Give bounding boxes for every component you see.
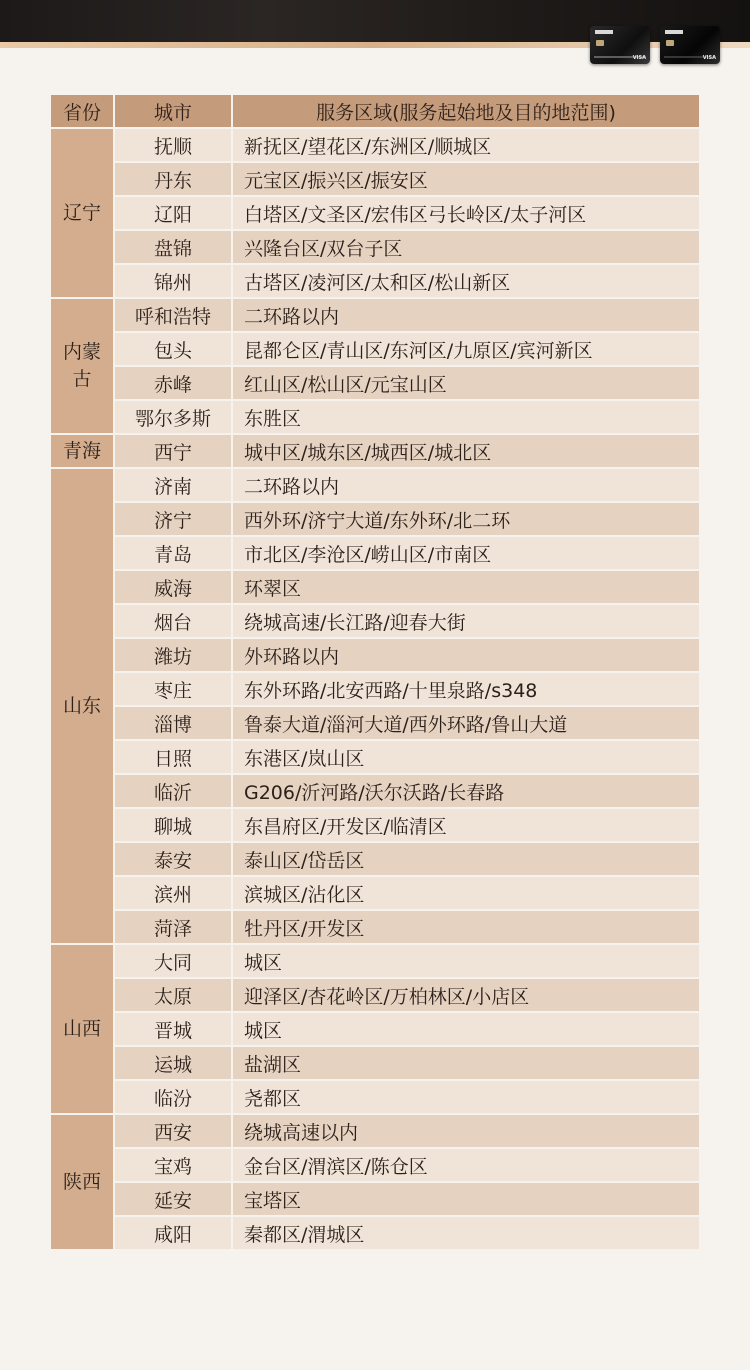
table-row — [51, 672, 699, 706]
city-cell: 潍坊 — [114, 638, 232, 672]
service-region-cell: 东港区/岚山区 — [232, 740, 699, 774]
province-cell: 山东 — [51, 468, 114, 944]
city-cell: 烟台 — [114, 604, 232, 638]
table-row — [51, 1046, 699, 1080]
service-region-cell: 鲁泰大道/淄河大道/西外环路/鲁山大道 — [232, 706, 699, 740]
city-cell: 运城 — [114, 1046, 232, 1080]
city-cell: 青岛 — [114, 536, 232, 570]
table-row — [51, 434, 699, 468]
table-row — [51, 876, 699, 910]
card-chip-icon — [596, 40, 604, 46]
province-cell: 辽宁 — [51, 128, 114, 298]
city-cell: 淄博 — [114, 706, 232, 740]
header-province: 省份 — [51, 95, 114, 128]
table-row — [51, 740, 699, 774]
service-region-cell: 外环路以内 — [232, 638, 699, 672]
bank-logo-icon — [665, 30, 683, 34]
service-region-cell: 环翠区 — [232, 570, 699, 604]
service-region-cell: 古塔区/凌河区/太和区/松山新区 — [232, 264, 699, 298]
service-region-cell: 秦都区/渭城区 — [232, 1216, 699, 1249]
table-row — [51, 536, 699, 570]
city-cell: 西安 — [114, 1114, 232, 1148]
city-cell: 临汾 — [114, 1080, 232, 1114]
table-row — [51, 468, 699, 502]
service-region-cell: 盐湖区 — [232, 1046, 699, 1080]
city-cell: 太原 — [114, 978, 232, 1012]
city-cell: 菏泽 — [114, 910, 232, 944]
service-region-cell: 泰山区/岱岳区 — [232, 842, 699, 876]
service-region-cell: 市北区/李沧区/崂山区/市南区 — [232, 536, 699, 570]
city-cell: 呼和浩特 — [114, 298, 232, 332]
table-row — [51, 1080, 699, 1114]
service-region-cell: 绕城高速/长江路/迎春大街 — [232, 604, 699, 638]
table-row — [51, 910, 699, 944]
card-brand-label: VISA — [632, 55, 646, 61]
service-region-cell: G206/沂河路/沃尔沃路/长春路 — [232, 774, 699, 808]
service-region-cell: 城区 — [232, 944, 699, 978]
service-region-cell: 绕城高速以内 — [232, 1114, 699, 1148]
service-region-cell: 东外环路/北安西路/十里泉路/s348 — [232, 672, 699, 706]
service-region-cell: 东胜区 — [232, 400, 699, 434]
header-city: 城市 — [114, 95, 232, 128]
table-row — [51, 842, 699, 876]
service-region-cell: 昆都仑区/青山区/东河区/九原区/宾河新区 — [232, 332, 699, 366]
table-row — [51, 774, 699, 808]
city-cell: 西宁 — [114, 434, 232, 468]
city-cell: 鄂尔多斯 — [114, 400, 232, 434]
table-row — [51, 604, 699, 638]
city-cell: 丹东 — [114, 162, 232, 196]
service-region-cell: 东昌府区/开发区/临清区 — [232, 808, 699, 842]
city-cell: 聊城 — [114, 808, 232, 842]
province-label-line: 古 — [72, 368, 92, 390]
table-row — [51, 332, 699, 366]
service-region-cell: 新抚区/望花区/东洲区/顺城区 — [232, 128, 699, 162]
province-label-line: 内蒙 — [62, 341, 101, 363]
service-region-cell: 尧都区 — [232, 1080, 699, 1114]
service-region-cell: 金台区/渭滨区/陈仓区 — [232, 1148, 699, 1182]
table-row — [51, 264, 699, 298]
service-region-cell: 城中区/城东区/城西区/城北区 — [232, 434, 699, 468]
table-row — [51, 978, 699, 1012]
service-area-table — [51, 95, 699, 1249]
city-cell: 赤峰 — [114, 366, 232, 400]
header-service-region: 服务区域(服务起始地及目的地范围) — [232, 95, 699, 128]
city-cell: 锦州 — [114, 264, 232, 298]
bank-logo-icon — [595, 30, 613, 34]
service-region-cell: 元宝区/振兴区/振安区 — [232, 162, 699, 196]
city-cell: 威海 — [114, 570, 232, 604]
province-cell: 山西 — [51, 944, 114, 1114]
table-row — [51, 298, 699, 332]
table-row — [51, 1114, 699, 1148]
service-region-cell: 牡丹区/开发区 — [232, 910, 699, 944]
table-row — [51, 1182, 699, 1216]
service-region-cell: 宝塔区 — [232, 1182, 699, 1216]
service-region-cell: 迎泽区/杏花岭区/万柏林区/小店区 — [232, 978, 699, 1012]
table-row — [51, 944, 699, 978]
credit-card-image — [660, 26, 720, 64]
service-region-cell: 二环路以内 — [232, 298, 699, 332]
city-cell: 晋城 — [114, 1012, 232, 1046]
service-region-cell: 西外环/济宁大道/东外环/北二环 — [232, 502, 699, 536]
card-brand-label: VISA — [702, 55, 716, 61]
table-row — [51, 366, 699, 400]
service-region-cell: 兴隆台区/双台子区 — [232, 230, 699, 264]
table-row — [51, 706, 699, 740]
province-cell: 青海 — [51, 434, 114, 468]
service-region-cell: 红山区/松山区/元宝山区 — [232, 366, 699, 400]
table-row — [51, 638, 699, 672]
table-row — [51, 1012, 699, 1046]
city-cell: 辽阳 — [114, 196, 232, 230]
table-header-row — [51, 95, 699, 128]
table-row — [51, 1216, 699, 1249]
city-cell: 延安 — [114, 1182, 232, 1216]
city-cell: 包头 — [114, 332, 232, 366]
city-cell: 滨州 — [114, 876, 232, 910]
city-cell: 济宁 — [114, 502, 232, 536]
city-cell: 济南 — [114, 468, 232, 502]
table-row — [51, 162, 699, 196]
city-cell: 宝鸡 — [114, 1148, 232, 1182]
table-row — [51, 196, 699, 230]
table-row — [51, 570, 699, 604]
city-cell: 枣庄 — [114, 672, 232, 706]
card-chip-icon — [666, 40, 674, 46]
service-region-cell: 二环路以内 — [232, 468, 699, 502]
city-cell: 咸阳 — [114, 1216, 232, 1249]
table-row — [51, 808, 699, 842]
city-cell: 抚顺 — [114, 128, 232, 162]
table-body — [51, 128, 699, 1249]
service-region-cell: 滨城区/沾化区 — [232, 876, 699, 910]
city-cell: 盘锦 — [114, 230, 232, 264]
service-region-cell: 白塔区/文圣区/宏伟区弓长岭区/太子河区 — [232, 196, 699, 230]
city-cell: 大同 — [114, 944, 232, 978]
table-row — [51, 1148, 699, 1182]
city-cell: 日照 — [114, 740, 232, 774]
table-row — [51, 400, 699, 434]
table-row — [51, 230, 699, 264]
table-row — [51, 128, 699, 162]
service-region-cell: 城区 — [232, 1012, 699, 1046]
province-cell: 陕西 — [51, 1114, 114, 1249]
city-cell: 泰安 — [114, 842, 232, 876]
city-cell: 临沂 — [114, 774, 232, 808]
table-row — [51, 502, 699, 536]
province-cell — [51, 298, 114, 434]
credit-card-image — [590, 26, 650, 64]
